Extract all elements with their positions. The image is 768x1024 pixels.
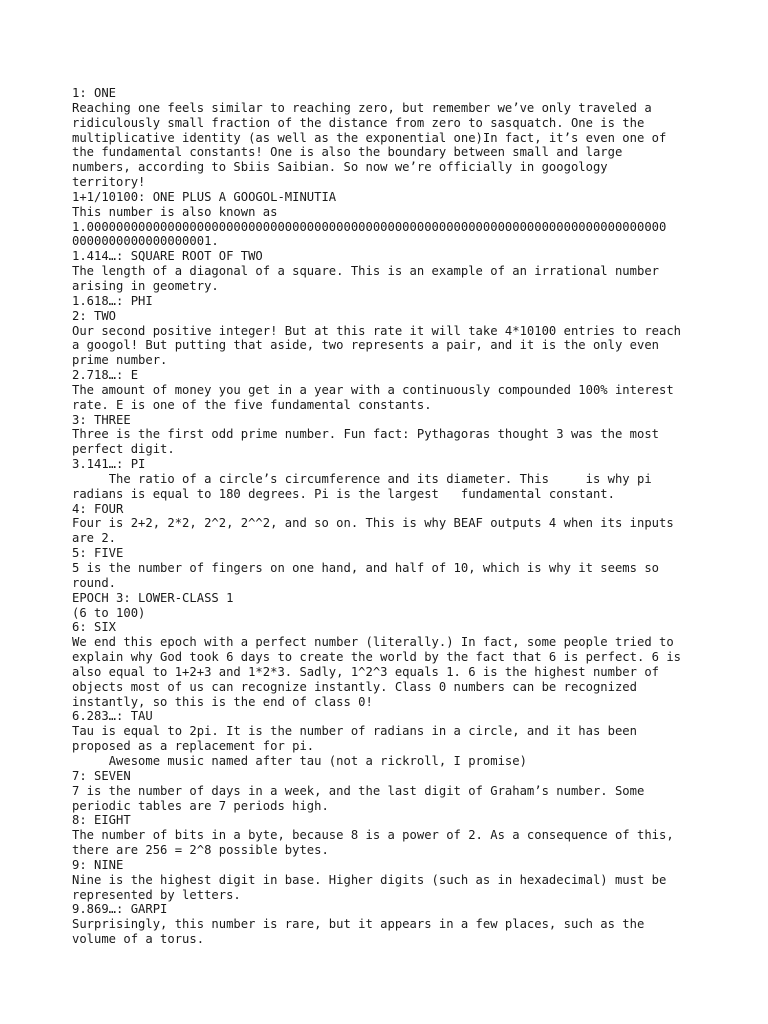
heading-tau: 6.283…: TAU	[72, 709, 153, 724]
paragraph-line: The amount of money you get in a year with a continuously compounded 100% interest	[72, 382, 674, 397]
document-page	[72, 86, 702, 947]
heading-nine: 9: NINE	[72, 857, 124, 872]
heading-epoch-3: EPOCH 3: LOWER-CLASS 1	[72, 590, 234, 605]
paragraph-line: the fundamental constants! One is also the boundary between small and large	[72, 145, 623, 160]
paragraph-line: are 2.	[72, 531, 117, 546]
paragraph-line: territory!	[72, 175, 146, 190]
paragraph-line: volume of a torus.	[72, 932, 205, 947]
heading-one: 1: ONE	[72, 86, 117, 100]
paragraph-line: round.	[72, 575, 117, 590]
paragraph-line: 0000000000000000001.	[72, 234, 219, 249]
paragraph-line: periodic tables are 7 periods high.	[72, 798, 329, 813]
paragraph-line: a googol! But putting that aside, two represents a pair, and it is the only even	[72, 338, 659, 353]
paragraph-line: Tau is equal to 2pi. It is the number of radians in a circle, and it has been	[72, 724, 637, 739]
paragraph-line: Our second positive integer! But at this rate it will take 4*10100 entries to reach	[72, 323, 682, 338]
paragraph-line: arising in geometry.	[72, 278, 219, 293]
heading-six: 6: SIX	[72, 620, 117, 635]
heading-garpi: 9.869…: GARPI	[72, 902, 168, 917]
heading-eight: 8: EIGHT	[72, 813, 131, 828]
paragraph-line: there are 256 = 2^8 possible bytes.	[72, 843, 329, 858]
paragraph-line: 5 is the number of fingers on one hand, and half of 10, which is why it seems so	[72, 561, 659, 575]
paragraph-line: 1.0000000000000000000000000000000000000000000000000000000000000000000000000000000	[72, 219, 667, 234]
epoch-range: (6 to 100)	[72, 605, 146, 620]
paragraph-line: 7 is the number of days in a week, and the last digit of Graham’s number. Some	[72, 783, 645, 798]
paragraph-line: Reaching one feels similar to reaching zero, but remember we’ve only traveled a	[72, 100, 652, 115]
paragraph-line: objects most of us can recognize instantly. Class 0 numbers can be recognized	[72, 679, 637, 694]
heading-googol-minutia: 1+1/10100: ONE PLUS A GOOGOL-MINUTIA	[72, 189, 337, 204]
heading-pi: 3.141…: PI	[72, 457, 146, 472]
heading-square-root-of-two: 1.414…: SQUARE ROOT OF TWO	[72, 249, 263, 264]
paragraph-line: Four is 2+2, 2*2, 2^2, 2^^2, and so on. This is why BEAF outputs 4 when its inputs	[72, 516, 674, 531]
paragraph-line: Surprisingly, this number is rare, but it appears in a few places, such as the	[72, 917, 645, 932]
paragraph-line: rate. E is one of the five fundamental constants.	[72, 397, 432, 412]
paragraph-line: Nine is the highest digit in base. Higher digits (such as in hexadecimal) must be	[72, 872, 667, 887]
heading-five: 5: FIVE	[72, 546, 124, 561]
heading-two: 2: TWO	[72, 308, 117, 323]
heading-seven: 7: SEVEN	[72, 768, 131, 783]
paragraph-line: radians is equal to 180 degrees. Pi is the largest fundamental constant.	[72, 486, 615, 501]
paragraph-line: The number of bits in a byte, because 8 is a power of 2. As a consequence of this,	[72, 828, 674, 843]
paragraph-line: perfect digit.	[72, 442, 175, 457]
paragraph-line: The ratio of a circle’s circumference and its diameter. This is why pi	[72, 471, 652, 486]
tau-music-link[interactable]: Awesome music named after tau (not a rickroll, I promise)	[72, 753, 527, 768]
paragraph-line: Three is the first odd prime number. Fun fact: Pythagoras thought 3 was the most	[72, 427, 659, 442]
heading-phi: 1.618…: PHI	[72, 293, 153, 308]
paragraph-line: instantly, so this is the end of class 0!	[72, 694, 373, 709]
paragraph-line: proposed as a replacement for pi.	[72, 739, 315, 754]
heading-e: 2.718…: E	[72, 368, 139, 383]
paragraph-line: ridiculously small fraction of the distance from zero to sasquatch. One is the	[72, 115, 645, 130]
paragraph-line: The length of a diagonal of a square. This is an example of an irrational number	[72, 264, 659, 279]
paragraph-line: represented by letters.	[72, 887, 241, 902]
paragraph-line: prime number.	[72, 353, 168, 368]
paragraph-line: This number is also known as	[72, 204, 278, 219]
paragraph-line: numbers, according to Sbiis Saibian. So now we’re officially in googology	[72, 160, 608, 175]
paragraph-line: We end this epoch with a perfect number (literally.) In fact, some people tried to	[72, 635, 674, 650]
paragraph-line: also equal to 1+2+3 and 1*2*3. Sadly, 1^2^3 equals 1. 6 is the highest number of	[72, 664, 659, 679]
heading-three: 3: THREE	[72, 412, 131, 427]
heading-four: 4: FOUR	[72, 501, 124, 516]
paragraph-line: multiplicative identity (as well as the exponential one)In fact, it’s even one of	[72, 130, 667, 145]
paragraph-line: explain why God took 6 days to create the world by the fact that 6 is perfect. 6 is	[72, 650, 682, 665]
